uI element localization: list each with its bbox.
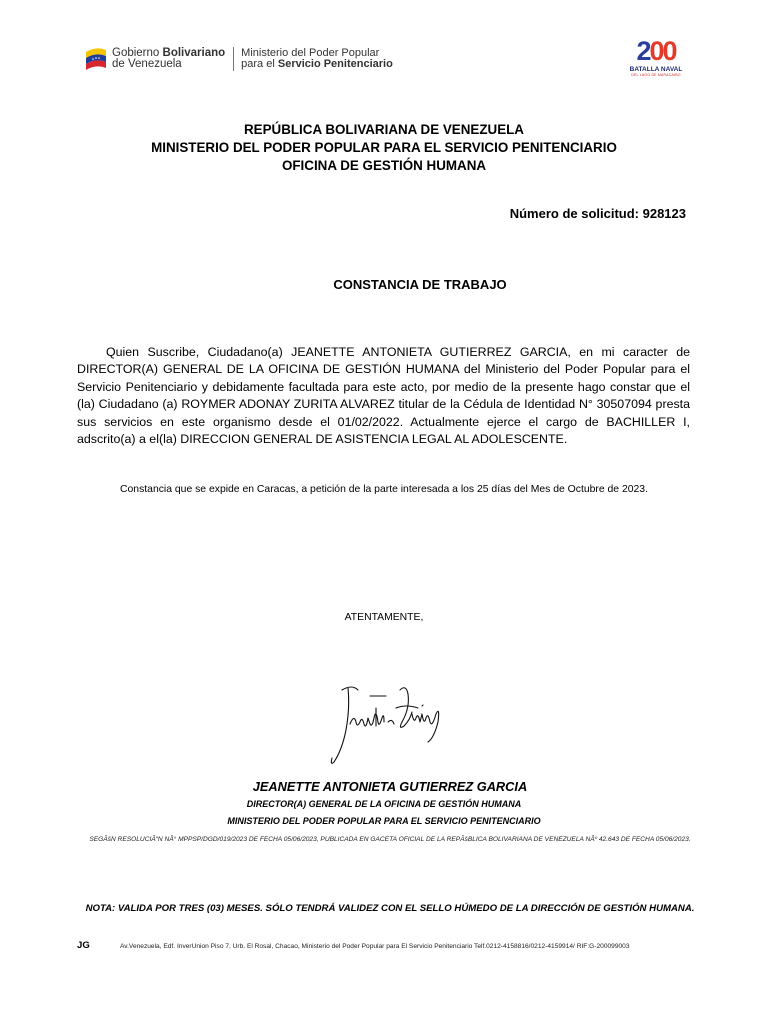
document-title: CONSTANCIA DE TRABAJO	[333, 277, 507, 292]
header-divider	[233, 47, 234, 71]
venezuela-flag-icon	[84, 46, 108, 72]
ministry-title: MINISTERIO DEL PODER POPULAR PARA EL SERVICIO PENITENCIARIO	[151, 140, 617, 155]
footer-address: Av.Venezuela, Edf. InverUnion Piso 7, Urb. El Rosal, Chacao, Ministerio del Poder Popular para El Servicio Penitenciario Telf.0212-4158816/0212-4159914/ RIF:G-200099003	[120, 943, 630, 950]
ministry-name: Ministerio del Poder Popular para el Servicio Penitenciario	[241, 47, 393, 70]
anniversary-logo	[624, 38, 688, 78]
government-name: Gobierno Bolivariano de Venezuela	[112, 47, 226, 70]
anniversary-subtitle: DEL LAGO DE MARACAIBO	[631, 73, 681, 77]
anniversary-title: BATALLA NAVAL	[629, 66, 683, 73]
resolution-reference: SEGÃšN RESOLUCIÃ“N NÂ° MPPSP/DGD/019/2023 DE FECHA 05/06/2023, PUBLICADA EN GACETA OFICIAL DE LA REPÃšBLICA BOLIVARIANA DE VENEZUELA NÂº 42.643 DE FECHA 05/06/2023.	[89, 836, 691, 843]
handwritten-signature	[326, 678, 450, 770]
signatory-institution: MINISTERIO DEL PODER POPULAR PARA EL SERVICIO PENITENCIARIO	[227, 816, 541, 826]
issuance-statement: Constancia que se expide en Caracas, a petición de la parte interesada a los 25 días del Mes de Octubre de 2023.	[120, 484, 648, 495]
signatory-name: JEANETTE ANTONIETA GUTIERREZ GARCIA	[252, 779, 528, 794]
signatory-position: DIRECTOR(A) GENERAL DE LA OFICINA DE GESTIÓN HUMANA	[246, 799, 522, 809]
body-paragraph	[77, 344, 690, 448]
office-title: OFICINA DE GESTIÓN HUMANA	[281, 158, 487, 173]
body-text: Quien Suscribe, Ciudadano(a) JEANETTE ANTONIETA GUTIERREZ GARCIA, en mi caracter de DIRECTOR(A) GENERAL DE LA OFICINA DE GESTIÓN HUMANA del Ministerio del Poder Popular para el Servicio Penitenciario y debidamente facultada para este acto, por medio de la presente hago constar que el (la) Ciudadano (a) ROYMER ADONAY ZURITA ALVAREZ titular de la Cédula de Identidad N° 30507094 presta sus servicios en este organismo desde el 01/02/2022. Actualmente ejerce el cargo de BACHILLER I, adscrito(a) a el(la) DIRECCION GENERAL DE ASISTENCIA LEGAL AL ADOLESCENTE.	[77, 345, 690, 447]
request-number: Número de solicitud: 928123	[509, 206, 686, 221]
footer-initials: JG	[77, 940, 90, 951]
republic-title: REPÚBLICA BOLIVARIANA DE VENEZUELA	[244, 122, 524, 137]
closing-salutation: ATENTAMENTE,	[344, 612, 424, 623]
validity-note: NOTA: VALIDA POR TRES (03) MESES. SÓLO TENDRÁ VALIDEZ CON EL SELLO HÚMEDO DE LA DIRECCIÓN DE GESTIÓN HUMANA.	[85, 903, 695, 914]
anniversary-number: 200	[636, 36, 676, 66]
government-logo	[84, 44, 393, 74]
